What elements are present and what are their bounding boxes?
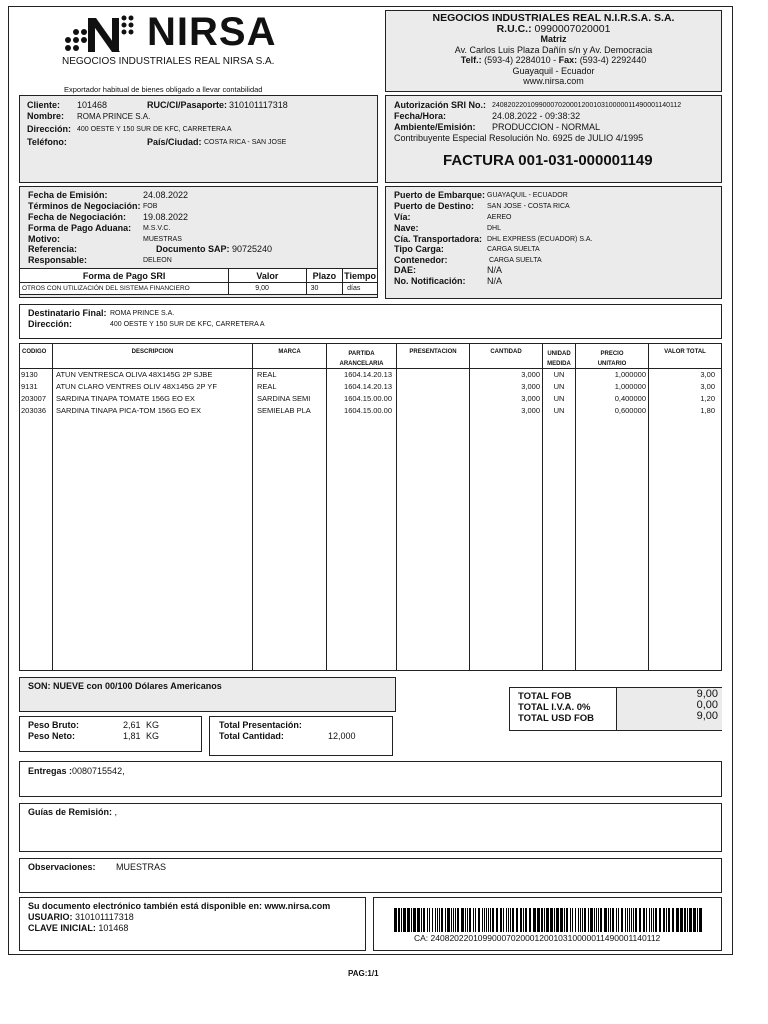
pago-table <box>19 268 378 295</box>
client-label: Cliente: <box>27 100 61 110</box>
transportadora-value: DHL EXPRESS (ECUADOR) S.A. <box>487 236 593 243</box>
header-unidad-l1: UNIDAD <box>547 351 571 357</box>
ruc-ci-value: 310101117318 <box>229 100 288 110</box>
pago-forma: OTROS CON UTILIZACIÓN DEL SISTEMA FINANCIERO <box>20 283 229 295</box>
barcode-bar <box>655 908 657 932</box>
pesos-box <box>19 716 202 752</box>
row-partida: 1604.14.20.13 <box>344 370 392 379</box>
observaciones-label: Observaciones: <box>28 862 96 872</box>
dest-direccion-value: 400 OESTE Y 150 SUR DE KFC, CARRETERA A <box>110 321 265 328</box>
table-row <box>20 406 721 418</box>
barcode-bar <box>646 908 647 932</box>
via-value: AEREO <box>487 214 512 221</box>
tipo-carga-value: CARGA SUELTA <box>487 246 540 253</box>
entregas-value: 0080715542, <box>72 766 125 776</box>
footer-usuario <box>28 912 134 922</box>
barcode-bar <box>492 908 494 932</box>
barcode-bar <box>633 908 634 932</box>
total-cantidad-value: 12,000 <box>328 731 356 741</box>
transportadora-label: Cía. Transportadora: <box>394 234 483 244</box>
fax-value: (593-4) 2292440 <box>579 55 647 65</box>
barcode-bar <box>465 908 466 932</box>
row-precio: 1,000000 <box>614 382 646 391</box>
row-marca: SEMIELAB PLA <box>257 406 311 415</box>
fax-label: Fax: <box>558 55 578 65</box>
header-partida-l2: ARANCELARIA <box>339 361 384 367</box>
items-table <box>19 343 722 671</box>
barcode-bar <box>506 908 507 932</box>
company-phone: Telf.: (593-4) 2284010 - Fax: (593-4) 2292440 <box>460 55 647 65</box>
row-unidad: UN <box>553 394 565 403</box>
barcode-bar <box>693 908 696 932</box>
row-descripcion: SARDINA TINAPA TOMATE 156G EO EX <box>56 394 195 403</box>
barcode-bar <box>584 908 586 932</box>
peso-bruto-unit: KG <box>146 720 160 730</box>
sri-box <box>385 95 722 183</box>
pago-header-forma: Forma de Pago SRI <box>20 269 229 283</box>
barcode-bar <box>663 908 665 932</box>
row-marca: REAL <box>257 370 277 379</box>
barcode-bar <box>500 908 502 932</box>
page-number: PAG:1/1 <box>348 969 379 978</box>
barcode-bar <box>550 908 553 932</box>
company-address: Av. Carlos Luis Plaza Dañín s/n y Av. Democracia <box>454 44 653 55</box>
header-cantidad <box>470 349 542 355</box>
motivo-value: MUESTRAS <box>143 236 182 243</box>
total-usd-label: TOTAL USD FOB <box>518 713 594 724</box>
exporter-note: Exportador habitual de bienes obligado a llevar contabilidad <box>64 85 263 94</box>
destinatario-box <box>19 304 722 339</box>
barcode-bar <box>423 908 425 932</box>
barcode-bar <box>453 908 454 932</box>
row-partida: 1604.15.00.00 <box>344 394 392 403</box>
row-unidad: UN <box>553 382 565 391</box>
peso-bruto-value: 2,61 <box>123 720 141 730</box>
barcode-bar <box>676 908 679 932</box>
row-cantidad: 3,000 <box>521 406 540 415</box>
via-label: Vía: <box>394 212 411 222</box>
aut-value: 2408202201099000702000120010310000011490001140112 <box>492 102 682 109</box>
son-text: SON: NUEVE con 00/100 Dólares Americanos <box>28 681 222 691</box>
pago-plazo: 30 <box>306 283 343 295</box>
barcode-bar <box>560 908 563 932</box>
barcode-bar <box>445 908 446 932</box>
barcode-bar <box>570 908 571 932</box>
factura-title: FACTURA 001-031-000001149 <box>443 152 653 169</box>
forma-pago-aduana-label: Forma de Pago Aduana: <box>28 223 132 233</box>
header-valor-total-l1: VALOR TOTAL <box>664 349 706 355</box>
row-cantidad: 3,000 <box>521 370 540 379</box>
client-number: 101468 <box>77 100 108 110</box>
fecha-emision-value: 24.08.2022 <box>143 190 189 200</box>
direccion-value: 400 OESTE Y 150 SUR DE KFC, CARRETERA A <box>77 126 232 133</box>
footer-clave <box>28 923 128 933</box>
telefono-label: Teléfono: <box>27 137 67 147</box>
barcode-bar <box>635 908 637 932</box>
barcode <box>394 908 704 932</box>
guias-label: Guías de Remisión: <box>28 807 113 817</box>
barcode-bar <box>537 908 540 932</box>
row-codigo: 9131 <box>21 382 38 391</box>
barcode-bar <box>473 908 474 932</box>
barcode-bar <box>394 908 397 932</box>
ruc-label: R.U.C.: <box>496 22 532 35</box>
son-box <box>19 677 396 712</box>
entregas-line <box>28 766 125 776</box>
barcode-bar <box>697 908 698 932</box>
barcode-bar <box>427 908 428 932</box>
sap-value: 90725240 <box>232 244 273 254</box>
pago-header-plazo: Plazo <box>306 269 343 283</box>
row-cantidad: 3,000 <box>521 382 540 391</box>
row-cantidad: 3,000 <box>521 394 540 403</box>
barcode-bar <box>578 908 579 932</box>
barcode-bar <box>594 908 595 932</box>
barcode-bar <box>490 908 491 932</box>
guias-box <box>19 803 722 852</box>
responsable-value: DELEON <box>143 257 172 264</box>
fecha-hora-value: 24.08.2022 - 09:38:32 <box>492 111 581 121</box>
barcode-bar <box>608 908 609 932</box>
motivo-label: Motivo: <box>28 234 60 244</box>
table-row <box>20 370 721 382</box>
barcode-bar <box>564 908 565 932</box>
barcode-bar <box>482 908 483 932</box>
barcode-bar <box>689 908 692 932</box>
barcode-bar <box>621 908 623 932</box>
total-fob-label: TOTAL FOB <box>518 691 572 702</box>
table-row <box>20 382 721 394</box>
row-valor: 1,80 <box>700 406 715 415</box>
barcode-bar <box>643 908 645 932</box>
barcode-bar <box>488 908 489 932</box>
header-descripcion-l1: DESCRIPCION <box>131 349 174 355</box>
company-name: NEGOCIOS INDUSTRIALES REAL N.I.R.S.A. S.A. <box>432 12 675 24</box>
clave-label: CLAVE INICIAL: <box>28 923 96 933</box>
row-valor: 3,00 <box>700 382 715 391</box>
table-row <box>20 394 721 406</box>
barcode-bar <box>435 908 436 932</box>
usuario-label: USUARIO: <box>28 912 73 922</box>
barcode-bar <box>588 908 589 932</box>
terminos-value: FOB <box>143 203 158 210</box>
barcode-bar <box>484 908 485 932</box>
header-marca <box>253 349 326 355</box>
barcode-bar <box>407 908 410 932</box>
header-presentacion <box>397 349 469 355</box>
barcode-bar <box>556 908 559 932</box>
barcode-bar <box>496 908 498 932</box>
barcode-bar <box>413 908 416 932</box>
peso-bruto-label: Peso Bruto: <box>28 720 80 730</box>
header-codigo <box>22 349 52 355</box>
row-descripcion: ATUN VENTRESCA OLIVA 48X145G 2P SJBE <box>56 370 213 379</box>
company-web: www.nirsa.com <box>523 76 584 86</box>
footer-box <box>19 897 366 951</box>
barcode-bar <box>439 908 440 932</box>
contribuyente-note: Contribuyente Especial Resolución No. 6925 de JULIO 4/1995 <box>394 133 644 143</box>
barcode-bar <box>461 908 464 932</box>
client-box <box>19 95 378 183</box>
sap-label: Documento SAP: <box>156 244 230 254</box>
barcode-bar <box>687 908 688 932</box>
header-unidad-l2: MEDIDA <box>547 361 571 367</box>
total-presentacion-label: Total Presentación: <box>219 720 302 730</box>
guias-value: , <box>112 807 118 817</box>
fecha-negociacion-value: 19.08.2022 <box>143 212 189 222</box>
barcode-bar <box>629 908 630 932</box>
barcode-box <box>373 897 722 951</box>
nombre-label: Nombre: <box>27 111 65 121</box>
barcode-bar <box>684 908 686 932</box>
pago-valor: 9,00 <box>229 283 306 295</box>
row-precio: 0,400000 <box>614 394 646 403</box>
tipo-carga-label: Tipo Carga: <box>394 244 444 254</box>
barcode-bar <box>469 908 471 932</box>
header-precio-l2: UNITARIO <box>597 361 627 367</box>
barcode-bar <box>572 908 573 932</box>
barcode-bar <box>590 908 593 932</box>
matriz-label: Matriz <box>540 34 567 44</box>
barcode-bar <box>457 908 459 932</box>
row-codigo: 203036 <box>21 406 47 415</box>
terminos-label: Términos de Negociación: <box>28 201 141 211</box>
barcode-bar <box>403 908 406 932</box>
barcode-bar <box>523 908 524 932</box>
barcode-bar <box>437 908 438 932</box>
usuario-value: 310101117318 <box>75 912 134 922</box>
barcode-bar <box>520 908 522 932</box>
notificacion-label: No. Notificación: <box>394 276 466 286</box>
barcode-bar <box>618 908 619 932</box>
destinatario-label: Destinatario Final: <box>28 308 107 318</box>
barcode-bar <box>429 908 430 932</box>
dest-direccion-label: Dirección: <box>28 319 73 329</box>
ambiente-label: Ambiente/Emisión: <box>394 122 476 132</box>
total-iva-value: 0,00 <box>696 699 718 711</box>
barcode-bar <box>432 908 433 932</box>
barcode-bar <box>604 908 607 932</box>
row-valor: 3,00 <box>700 370 715 379</box>
barcode-bar <box>525 908 527 932</box>
totals-box <box>509 687 722 731</box>
row-precio: 1,000000 <box>614 370 646 379</box>
row-marca: SARDINA SEMI <box>257 394 311 403</box>
barcode-bar <box>516 908 518 932</box>
footer-line1: Su documento electrónico también está disponible en: www.nirsa.com <box>28 901 331 911</box>
barcode-bar <box>659 908 661 932</box>
nave-label: Nave: <box>394 223 419 233</box>
ambiente-value: PRODUCCION - NORMAL <box>492 122 601 132</box>
presentacion-box <box>209 716 393 756</box>
company-city: Guayaquil - Ecuador <box>512 65 595 76</box>
barcode-bar <box>582 908 583 932</box>
barcode-bar <box>616 908 617 932</box>
barcode-bar <box>639 908 641 932</box>
barcode-bar <box>651 908 652 932</box>
barcode-bar <box>486 908 487 932</box>
pago-header-tiempo: Tiempo <box>344 270 376 281</box>
barcode-bar <box>510 908 511 932</box>
barcode-bar <box>512 908 514 932</box>
row-partida: 1604.15.00.00 <box>344 406 392 415</box>
pais-label: País/Ciudad: <box>147 137 202 147</box>
barcode-bar <box>610 908 611 932</box>
nave-value: DHL <box>487 225 502 232</box>
header-cantidad-l1: CANTIDAD <box>490 349 522 355</box>
total-fob-value: 9,00 <box>696 688 718 700</box>
pago-header-row <box>20 269 378 283</box>
fecha-negociacion-label: Fecha de Negociación: <box>28 212 127 222</box>
barcode-bar <box>598 908 599 932</box>
barcode-bar <box>447 908 450 932</box>
company-box <box>385 10 722 92</box>
header-valor-total <box>649 349 721 355</box>
barcode-bar <box>508 908 509 932</box>
clave-value: 101468 <box>98 923 129 933</box>
pago-row <box>20 283 378 295</box>
barcode-bar <box>503 908 504 932</box>
pago-header-valor: Valor <box>229 269 306 283</box>
header-precio-l1: PRECIO <box>600 351 624 357</box>
row-unidad: UN <box>553 406 565 415</box>
row-marca: REAL <box>257 382 277 391</box>
total-cantidad-label: Total Cantidad: <box>219 731 284 741</box>
peso-neto-value: 1,81 <box>123 731 141 741</box>
referencia-label: Referencia: <box>28 244 78 254</box>
destinatario-name: ROMA PRINCE S.A. <box>110 310 175 317</box>
notificacion-value: N/A <box>487 276 503 286</box>
barcode-bar <box>529 908 531 932</box>
pais-value: COSTA RICA - SAN JOSE <box>204 139 287 146</box>
barcode-bar <box>478 908 480 932</box>
barcode-bar <box>666 908 667 932</box>
puerto-embarque-value: GUAYAQUIL - ECUADOR <box>487 192 568 199</box>
barcode-text: CA: 2408202201099000702000120010310000011490001140112 <box>414 933 661 943</box>
barcode-bar <box>680 908 683 932</box>
header-codigo-l1: CODIGO <box>22 349 47 355</box>
fecha-hora-label: Fecha/Hora: <box>394 111 447 121</box>
row-valor: 1,20 <box>700 394 715 403</box>
embarque-box <box>385 186 722 299</box>
contenedor-label: Contenedor: <box>394 255 448 265</box>
barcode-bar <box>546 908 549 932</box>
entregas-label: Entregas : <box>28 766 73 776</box>
barcode-bar <box>699 908 702 932</box>
row-precio: 0,600000 <box>614 406 646 415</box>
barcode-bar <box>441 908 443 932</box>
logo-subtitle: NEGOCIOS INDUSTRIALES REAL NIRSA S.A. <box>62 56 275 67</box>
header-precio <box>576 349 648 369</box>
total-iva-label: TOTAL I.V.A. 0% <box>518 702 591 713</box>
barcode-bar <box>455 908 456 932</box>
peso-neto-unit: KG <box>146 731 160 741</box>
dae-label: DAE: <box>394 265 416 275</box>
barcode-bar <box>554 908 555 932</box>
observaciones-value: MUESTRAS <box>116 862 167 872</box>
puerto-destino-value: SAN JOSE - COSTA RICA <box>487 203 570 210</box>
header-partida-l1: PARTIDA <box>348 351 375 357</box>
barcode-bar <box>600 908 602 932</box>
aut-label: Autorización SRI No.: <box>394 100 486 110</box>
row-descripcion: SARDINA TINAPA PICA-TOM 156G EO EX <box>56 406 202 415</box>
barcode-bar <box>541 908 543 932</box>
row-partida: 1604.14.20.13 <box>344 382 392 391</box>
barcode-bar <box>533 908 536 932</box>
entregas-box <box>19 761 722 797</box>
puerto-destino-label: Puerto de Destino: <box>394 201 475 211</box>
header-partida <box>327 349 396 369</box>
barcode-bar <box>451 908 452 932</box>
fecha-emision-label: Fecha de Emisión: <box>28 190 108 200</box>
guias-line <box>28 807 117 817</box>
direccion-label: Dirección: <box>27 124 72 134</box>
contenedor-value: CARGA SUELTA <box>489 257 542 264</box>
puerto-embarque-label: Puerto de Embarque: <box>394 190 486 200</box>
row-codigo: 9130 <box>21 370 38 379</box>
ruc-ci-label: RUC/CI/Pasaporte: <box>147 100 228 110</box>
header-unidad <box>543 349 575 369</box>
barcode-bar <box>672 908 674 932</box>
barcode-bar <box>475 908 476 932</box>
barcode-bar <box>421 908 422 932</box>
pago-tiempo: días <box>343 283 378 295</box>
company-ruc <box>386 24 721 35</box>
row-codigo: 203007 <box>21 394 47 403</box>
responsable-label: Responsable: <box>28 255 88 265</box>
header-presentacion-l1: PRESENTACION <box>409 349 457 355</box>
barcode-bar <box>411 908 412 932</box>
barcode-bar <box>649 908 650 932</box>
barcode-bar <box>580 908 581 932</box>
barcode-bar <box>467 908 468 932</box>
barcode-bar <box>417 908 420 932</box>
barcode-bar <box>401 908 402 932</box>
barcode-bar <box>398 908 400 932</box>
observaciones-box <box>19 858 722 893</box>
header-descripcion <box>53 349 252 355</box>
forma-pago-aduana-value: M.S.V.C. <box>143 225 171 232</box>
total-usd-value: 9,00 <box>696 710 718 722</box>
nirsa-logo <box>62 12 277 68</box>
telf-label: Telf.: <box>460 55 482 65</box>
peso-neto-label: Peso Neto: <box>28 731 76 741</box>
ruc-value: 0990007020001 <box>534 22 611 35</box>
barcode-bar <box>625 908 626 932</box>
nombre-value: ROMA PRINCE S.A. <box>77 112 151 121</box>
barcode-bar <box>668 908 670 932</box>
barcode-bar <box>653 908 654 932</box>
barcode-bar <box>596 908 597 932</box>
telf-value: (593-4) 2284010 <box>484 55 551 65</box>
barcode-bar <box>631 908 632 932</box>
dae-value: N/A <box>487 265 503 275</box>
barcode-bar <box>566 908 568 932</box>
header-marca-l1: MARCA <box>278 349 301 355</box>
barcode-bar <box>612 908 614 932</box>
barcode-bar <box>575 908 576 932</box>
row-unidad: UN <box>553 370 565 379</box>
row-descripcion: ATUN CLARO VENTRES OLIV 48X145G 2P YF <box>56 382 217 391</box>
barcode-bar <box>627 908 628 932</box>
barcode-bar <box>544 908 545 932</box>
logo-brand: NIRSA <box>147 10 277 54</box>
